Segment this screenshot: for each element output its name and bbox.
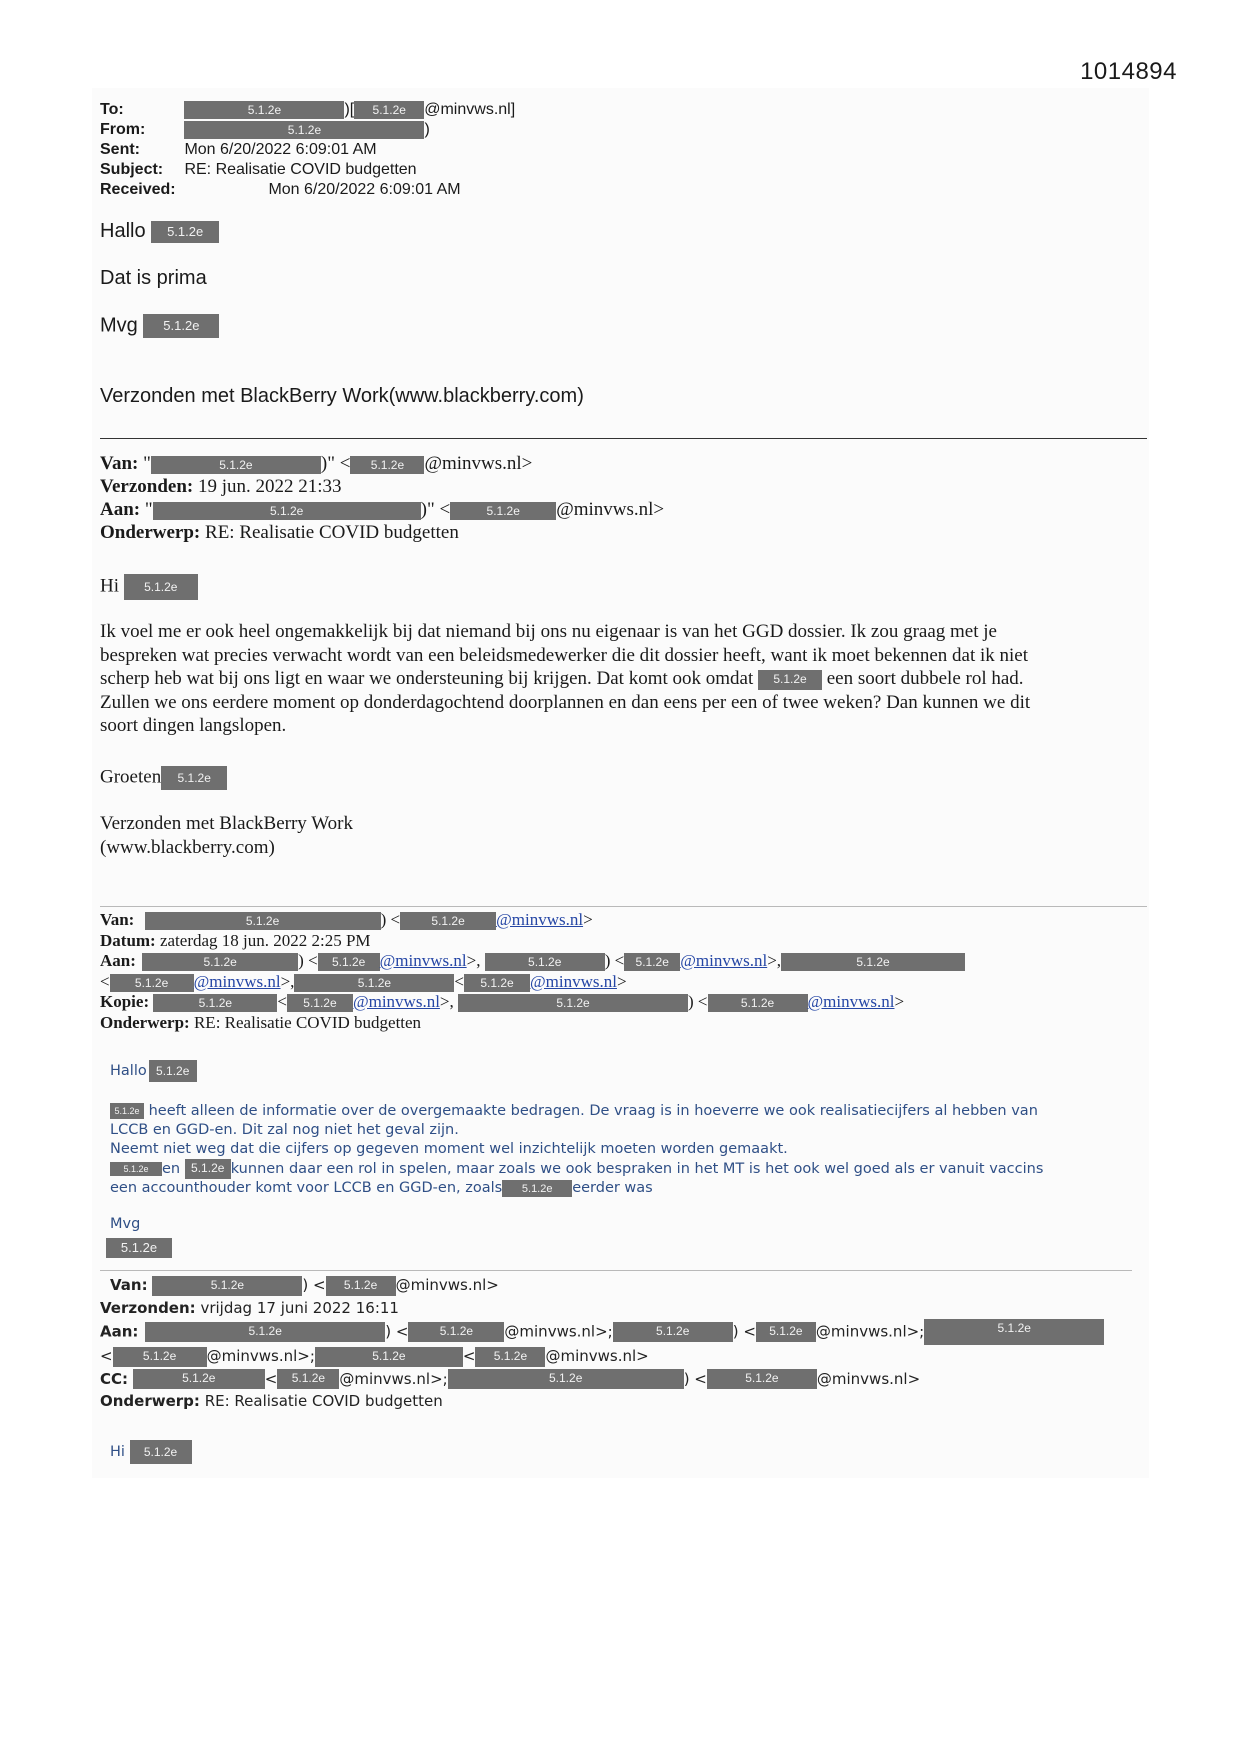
redaction-box: 5.1.2e	[400, 912, 496, 930]
redaction-box: 5.1.2e	[708, 994, 808, 1012]
body-line: LCCB en GGD-en. Dit zal nog niet het geval zijn.	[110, 1122, 459, 1138]
from-paren: )	[424, 121, 430, 138]
email1-subject-row	[100, 160, 515, 180]
redaction-box: 5.1.2e	[318, 953, 380, 971]
redaction-box: 5.1.2e	[758, 670, 822, 690]
email3-van-row	[100, 910, 965, 931]
onderwerp-label: Onderwerp:	[100, 522, 201, 543]
email3-onderwerp-row	[100, 1013, 965, 1034]
email2-verzonden-row	[100, 475, 664, 498]
van-separator: )" <	[320, 453, 351, 474]
redaction-box: 5.1.2e	[124, 574, 198, 600]
greeting: Hallo	[100, 220, 146, 242]
email1-signature: Verzonden met BlackBerry Work(www.blackberry.com)	[100, 385, 584, 407]
redaction-box: 5.1.2e	[130, 1440, 192, 1464]
redaction-box: 5.1.2e	[185, 1159, 231, 1179]
email3-kopie-row	[100, 992, 965, 1013]
redaction-box: 5.1.2e	[277, 1369, 339, 1389]
separator: >,	[280, 971, 295, 991]
aan-domain: @minvws.nl>	[556, 499, 665, 520]
redaction-box: 5.1.2e	[315, 1347, 463, 1367]
redaction-box: 5.1.2e	[707, 1369, 817, 1389]
redaction-box: 5.1.2e	[133, 1369, 265, 1389]
redaction-box: 5.1.2e	[458, 994, 688, 1012]
email3-aan-row-2	[100, 972, 965, 993]
email3-aan-row	[100, 951, 965, 972]
email4-header	[100, 1274, 1104, 1413]
email3-signature	[106, 1238, 172, 1258]
sent-value: Mon 6/20/2022 6:09:01 AM	[184, 141, 377, 158]
body-line: Ik voel me er ook heel ongemakkelijk bij dat niemand bij ons nu eigenaar is van het GGD dossier. Ik zou graag met je	[100, 621, 997, 642]
van-domain: @minvws.nl>	[424, 453, 533, 474]
separator-line	[100, 906, 1147, 907]
email4-cc-row	[100, 1368, 1104, 1391]
redaction-box: 5.1.2e	[149, 1060, 197, 1082]
email4-onderwerp-row	[100, 1390, 1104, 1413]
redaction-box: 5.1.2e	[145, 912, 381, 930]
separator: <	[264, 1369, 278, 1388]
kopie-label: Kopie:	[100, 992, 150, 1011]
email1-to-row	[100, 100, 515, 120]
quote: "	[143, 453, 151, 474]
body-line	[110, 1159, 1043, 1179]
body-text: eerder was	[572, 1180, 653, 1196]
email-link[interactable]: @minvws.nl	[496, 910, 584, 929]
separator-line	[100, 1270, 1132, 1271]
email3-closing: Mvg	[110, 1216, 141, 1232]
separator: <	[277, 992, 287, 1011]
redaction-box: 5.1.2e	[106, 1238, 172, 1258]
redaction-box: 5.1.2e	[781, 953, 965, 971]
body-line	[110, 1179, 1043, 1198]
body-text: en	[162, 1161, 181, 1177]
separator: ) <	[298, 951, 318, 970]
redaction-box: 5.1.2e	[464, 974, 530, 992]
email4-aan-row-2	[100, 1345, 1104, 1368]
redaction-box: 5.1.2e	[350, 456, 424, 474]
onderwerp-label: Onderwerp:	[100, 1392, 200, 1410]
redaction-box: 5.1.2e	[110, 1103, 144, 1119]
email4-aan-row	[100, 1319, 1104, 1345]
redaction-box: 5.1.2e	[485, 953, 605, 971]
body-text: scherp heb wat bij ons ligt en waar we ondersteuning bij krijgen. Dat komt ook omdat	[100, 668, 754, 689]
redaction-box: 5.1.2e	[153, 994, 277, 1012]
email-link[interactable]: @minvws.nl	[530, 971, 617, 991]
separator: >	[894, 992, 905, 1011]
email-address: @minvws.nl>;	[339, 1369, 448, 1388]
closing: Groeten	[100, 766, 162, 788]
separator: ) <	[385, 1322, 409, 1341]
onderwerp-value: RE: Realisatie COVID budgetten	[193, 1012, 422, 1032]
body-text: kunnen daar een rol in spelen, maar zoals we ook bespraken in het MT is het ook wel goed als er vanuit vaccins	[230, 1161, 1044, 1177]
body-line: Zullen we ons eerdere moment op donderdagochtend doorplannen en dan eens per een of twee weken? Dan kunnen we dit	[100, 691, 1031, 713]
email-address: @minvws.nl>;	[815, 1322, 925, 1341]
email-address: @minvws.nl>	[816, 1369, 921, 1388]
email-address: @minvws.nl>;	[206, 1347, 315, 1365]
separator: <	[100, 971, 110, 991]
separator: ) <	[302, 1276, 326, 1294]
verzonden-value: 19 jun. 2022 21:33	[198, 476, 342, 497]
redaction-box: 5.1.2e	[613, 1322, 733, 1342]
email-address: @minvws.nl>	[395, 1276, 499, 1294]
quote: "	[144, 499, 153, 520]
redaction-box: 5.1.2e	[624, 953, 680, 971]
email-address: @minvws.nl>	[545, 1347, 649, 1365]
email2-signature	[100, 812, 353, 860]
email3-datum-row	[100, 931, 965, 952]
separator: <	[100, 1347, 113, 1365]
verzonden-value: vrijdag 17 juni 2022 16:11	[200, 1298, 399, 1317]
redaction-box: 5.1.2e	[287, 994, 353, 1012]
separator: >,	[767, 951, 782, 970]
redaction-box: 5.1.2e	[110, 974, 194, 992]
body-text: een accounthouder komt voor LCCB en GGD-en, zoals	[110, 1180, 503, 1196]
body-line: Neemt niet weg dat die cijfers op gegeven moment wel inzichtelijk moeten worden gemaakt.	[110, 1141, 788, 1157]
separator-line	[100, 438, 1147, 439]
received-label: Received:	[100, 181, 176, 198]
email3-header	[100, 910, 965, 1033]
separator: >	[616, 971, 627, 991]
sent-label: Sent:	[100, 141, 140, 158]
van-label: Van:	[110, 1276, 148, 1294]
body-line	[110, 1102, 1043, 1121]
body-text: een soort dubbele rol had.	[826, 668, 1024, 689]
redaction-box: 5.1.2e	[161, 766, 227, 790]
separator: ) <	[688, 992, 708, 1011]
email1-from-row	[100, 120, 515, 140]
separator: >	[583, 910, 593, 929]
separator: ) <	[683, 1369, 707, 1388]
separator: >,	[466, 951, 481, 970]
email1-closing-line	[100, 314, 219, 338]
redaction-box: 5.1.2e	[113, 1347, 207, 1367]
email-link[interactable]: @minvws.nl	[352, 992, 440, 1011]
redaction-box: 5.1.2e	[924, 1319, 1104, 1345]
email4-greeting-line	[110, 1440, 192, 1464]
redaction-box: 5.1.2e	[475, 1347, 545, 1367]
aan-label: Aan:	[100, 499, 141, 520]
email2-aan-row	[100, 498, 664, 521]
redaction-box: 5.1.2e	[184, 101, 344, 119]
redaction-box: 5.1.2e	[151, 456, 321, 474]
redaction-box: 5.1.2e	[143, 314, 219, 338]
email2-onderwerp-row	[100, 521, 664, 544]
greeting: Hi	[100, 575, 119, 597]
verzonden-label: Verzonden:	[100, 476, 194, 497]
received-value: Mon 6/20/2022 6:09:01 AM	[268, 181, 461, 198]
redaction-box: 5.1.2e	[502, 1180, 572, 1197]
email-link[interactable]: @minvws.nl	[193, 971, 281, 991]
email2-header	[100, 452, 664, 544]
separator: ) <	[604, 951, 625, 970]
email1-header	[100, 100, 515, 200]
to-bracket: )[	[344, 101, 355, 118]
separator: <	[454, 971, 464, 991]
onderwerp-value: RE: Realisatie COVID budgetten	[205, 522, 459, 543]
body-line: bespreken wat precies verwacht wordt van een beleidsmedewerker die dit dossier heeft, want ik moet bekennen dat ik niet	[100, 644, 1029, 666]
email2-greeting-line	[100, 574, 198, 600]
to-domain: @minvws.nl]	[424, 101, 516, 118]
redaction-box: 5.1.2e	[152, 1276, 302, 1296]
subject-label: Subject:	[100, 161, 164, 178]
redaction-box: 5.1.2e	[110, 1162, 162, 1176]
datum-value: zaterdag 18 jun. 2022 2:25 PM	[159, 930, 371, 950]
redaction-box: 5.1.2e	[184, 121, 424, 139]
separator: ) <	[732, 1322, 756, 1341]
separator: >,	[439, 992, 454, 1011]
aan-separator: )" <	[420, 499, 451, 520]
separator: ) <	[380, 910, 401, 929]
email3-greeting-line	[110, 1060, 197, 1082]
email-link[interactable]: @minvws.nl	[379, 951, 467, 970]
subject-value: RE: Realisatie COVID budgetten	[184, 161, 417, 178]
email2-closing-line	[100, 766, 227, 790]
greeting: Hallo	[110, 1063, 147, 1079]
redaction-box: 5.1.2e	[450, 502, 556, 520]
email-link[interactable]: @minvws.nl	[680, 951, 768, 970]
email1-received-row	[100, 180, 515, 200]
cc-label: CC:	[100, 1369, 129, 1388]
email2-van-row	[100, 452, 664, 475]
redaction-box: 5.1.2e	[294, 974, 454, 992]
email1-sent-row	[100, 140, 515, 160]
email2-body	[100, 620, 1030, 738]
email4-verzonden-row	[100, 1297, 1104, 1320]
redaction-box: 5.1.2e	[408, 1322, 504, 1342]
van-label: Van:	[100, 910, 135, 929]
aan-label: Aan:	[100, 1322, 139, 1341]
closing: Mvg	[100, 314, 138, 337]
body-line	[100, 667, 1030, 691]
redaction-box: 5.1.2e	[142, 953, 298, 971]
from-label: From:	[100, 121, 146, 138]
datum-label: Datum:	[100, 930, 156, 950]
redaction-box: 5.1.2e	[756, 1322, 816, 1342]
redaction-box: 5.1.2e	[326, 1276, 396, 1296]
email4-van-row	[100, 1274, 1104, 1297]
signature-line: Verzonden met BlackBerry Work	[100, 813, 353, 834]
document-id: 1014894	[1080, 58, 1177, 85]
signature-line: (www.blackberry.com)	[100, 837, 275, 858]
redaction-box: 5.1.2e	[153, 502, 421, 520]
body-text: heeft alleen de informatie over de overgemaakte bedragen. De vraag is in hoeverre we ook realisatiecijfers al hebben van	[148, 1103, 1038, 1119]
email3-body	[110, 1102, 1043, 1198]
verzonden-label: Verzonden:	[100, 1298, 196, 1317]
redaction-box: 5.1.2e	[448, 1369, 684, 1389]
email-link[interactable]: @minvws.nl	[807, 992, 895, 1011]
onderwerp-label: Onderwerp:	[100, 1012, 190, 1032]
email1-body: Dat is prima	[100, 267, 207, 289]
to-label: To:	[100, 101, 124, 118]
email1-greeting-line	[100, 220, 219, 243]
redaction-box: 5.1.2e	[145, 1322, 385, 1342]
greeting: Hi	[110, 1444, 125, 1460]
separator: <	[462, 1347, 476, 1365]
aan-label: Aan:	[100, 951, 136, 970]
email-address: @minvws.nl>;	[504, 1322, 613, 1341]
body-line: soort dingen langslopen.	[100, 715, 287, 736]
redaction-box: 5.1.2e	[151, 221, 219, 243]
onderwerp-value: RE: Realisatie COVID budgetten	[204, 1392, 443, 1410]
van-label: Van:	[100, 453, 139, 474]
redaction-box: 5.1.2e	[354, 101, 424, 119]
